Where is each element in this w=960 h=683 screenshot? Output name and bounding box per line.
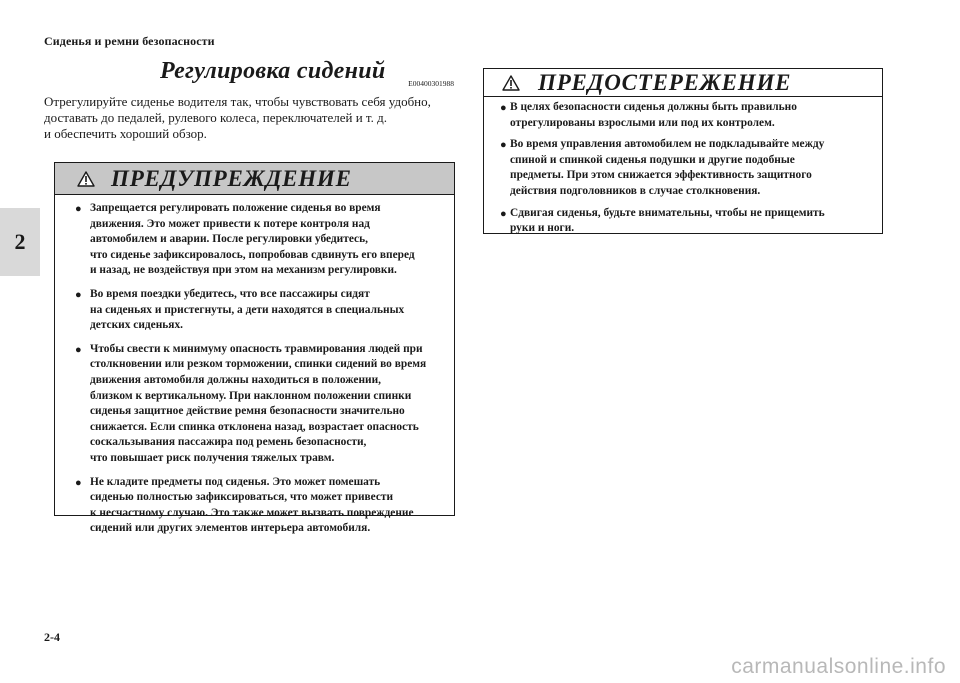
list-item: ● Чтобы свести к минимуму опасность травмирования людей при столкновении или резком торможении, спинки сидений во время движения автомобиля должны находиться в положении, близком к вертикальному. При наклонном положении спинки сиденья защитное действие ремня безопасности значительно снижается. Если спинка отклонена назад, возрастает опасность соскальзывания пассажира под ремень безопасности, что повышает риск получения тяжелых травм. xyxy=(75,342,427,464)
list-item: ● Запрещается регулировать положение сиденья во время движения. Это может привести к потере контроля над автомобилем и аварии. После регулировки убедитесь, что сиденье зафиксировалось, попробовав сдвинуть его вперед и назад, не воздействуя при этом на механизм регулировки. xyxy=(75,202,415,277)
page-number: 2-4 xyxy=(44,630,60,644)
bullet-icon: ● xyxy=(500,207,507,220)
list-item: ● В целях безопасности сиденья должны быть правильно отрегулированы взрослыми или под их контролем. xyxy=(500,101,797,129)
section-header: Сиденья и ремни безопасности xyxy=(44,34,215,48)
page-title: Регулировка сидений xyxy=(160,58,386,84)
caution-box-title: ПРЕДОСТЕРЕЖЕНИЕ xyxy=(538,69,792,95)
caution-list xyxy=(484,97,882,237)
list-item: ● Во время управления автомобилем не подкладывайте между спиной и спинкой сиденья подушки и другие подобные предметы. При этом снижается эффективность защитного действия подголовников в случае столкновения. xyxy=(500,138,825,197)
watermark[interactable]: carmanualsonline.info xyxy=(731,655,946,678)
warning-box-title: ПРЕДУПРЕЖДЕНИЕ xyxy=(111,165,352,191)
bullet-icon: ● xyxy=(500,102,507,114)
bullet-icon: ● xyxy=(75,203,82,215)
list-item: ● Не кладите предметы под сиденья. Это может помешать сиденью полностью зафиксироваться, что может привести к несчастному случаю. Это также может вызвать повреждение сидений или других элементов интерьера автомобиля. xyxy=(75,475,414,535)
bullet-icon: ● xyxy=(75,343,82,356)
caution-box-header xyxy=(484,69,882,97)
list-item: ● Во время поездки убедитесь, что все пассажиры сидят на сиденьях и пристегнуты, а дети находятся в специальных детских сиденьях. xyxy=(75,287,405,332)
intro-line: Отрегулируйте сиденье водителя так, чтобы чувствовать себя удобно, xyxy=(44,94,431,109)
bullet-icon: ● xyxy=(75,288,82,301)
document-code: E00400301988 xyxy=(408,79,454,88)
warning-triangle-icon xyxy=(77,171,95,187)
list-item: ● Сдвигая сиденья, будьте внимательны, чтобы не прищемить руки и ноги. xyxy=(500,206,825,235)
warning-list xyxy=(55,195,454,537)
intro-paragraph xyxy=(44,94,456,142)
intro-line: доставать до педалей, рулевого колеса, переключателей и т. д. xyxy=(44,110,387,125)
chapter-tab: 2 xyxy=(0,208,40,276)
warning-box xyxy=(54,162,455,535)
intro-line: и обеспечить хороший обзор. xyxy=(44,126,207,141)
bullet-icon: ● xyxy=(500,139,507,152)
caution-box xyxy=(483,68,883,234)
warning-triangle-icon xyxy=(502,75,520,91)
bullet-icon: ● xyxy=(75,476,82,489)
warning-box-header xyxy=(55,163,454,195)
